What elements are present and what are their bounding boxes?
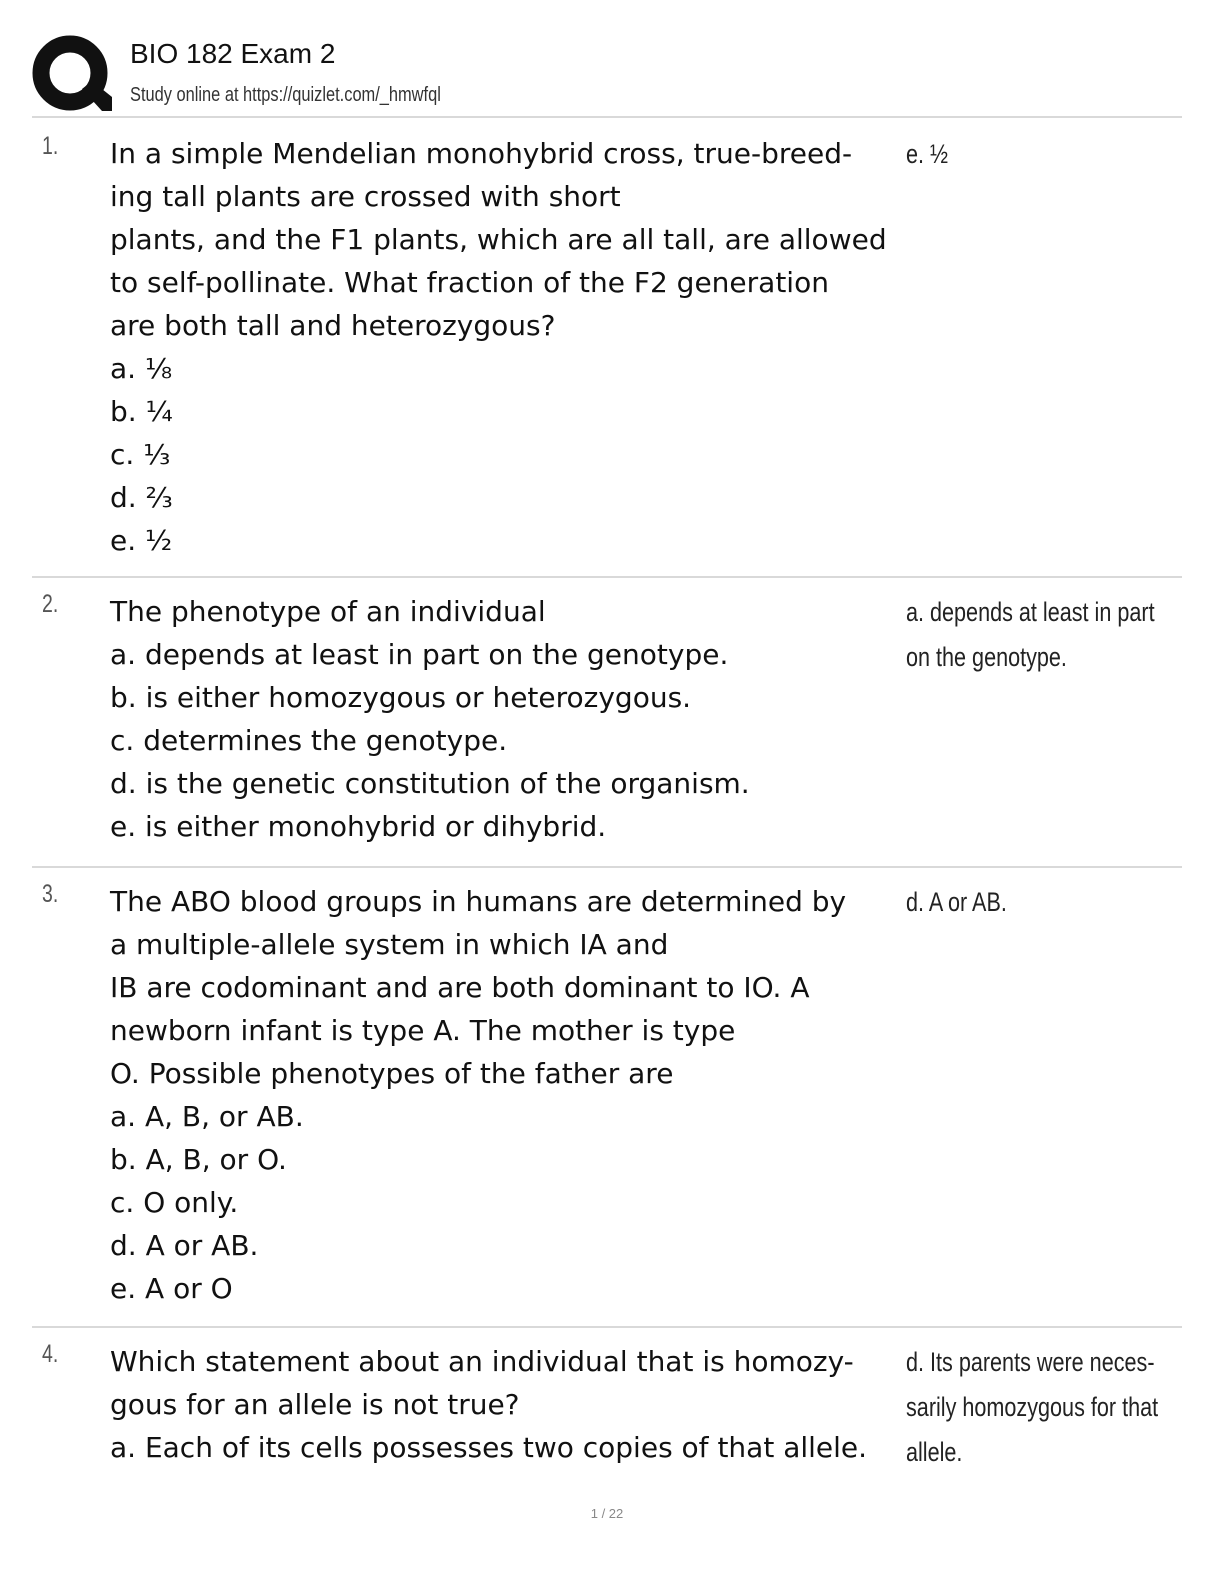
question-divider bbox=[32, 576, 1182, 578]
question-line: gous for an allele is not true? bbox=[110, 1388, 520, 1421]
question-text bbox=[110, 1340, 910, 1469]
study-online-link[interactable]: Study online at https://quizlet.com/_hmwfql bbox=[130, 84, 441, 106]
answer-option: c. O only. bbox=[110, 1186, 239, 1219]
document-header bbox=[32, 32, 1182, 116]
question-line: IB are codominant and are both dominant to IO. A bbox=[110, 971, 810, 1004]
question-line: In a simple Mendelian monohybrid cross, true-breed- bbox=[110, 137, 853, 170]
question-line: The phenotype of an individual bbox=[110, 595, 546, 628]
question-line: to self-pollinate. What fraction of the F2 generation bbox=[110, 266, 829, 299]
answer-option: b. ¼ bbox=[110, 395, 173, 428]
correct-answer bbox=[906, 1340, 1194, 1475]
answer-line: sarily homozygous for that bbox=[906, 1392, 1159, 1422]
answer-line: d. A or AB. bbox=[906, 887, 1007, 917]
answer-option: b. is either homozygous or heterozygous. bbox=[110, 681, 692, 714]
answer-option: a. ⅛ bbox=[110, 352, 173, 385]
correct-answer bbox=[906, 880, 1194, 925]
question-text bbox=[110, 880, 910, 1310]
quizlet-logo-icon bbox=[32, 35, 112, 113]
answer-option: e. A or O bbox=[110, 1272, 233, 1305]
question-line: Which statement about an individual that is homozy- bbox=[110, 1345, 854, 1378]
question-divider bbox=[32, 866, 1182, 868]
answer-option: a. Each of its cells possesses two copies of that allele. bbox=[110, 1431, 868, 1464]
question-number: 3. bbox=[42, 880, 59, 908]
correct-answer bbox=[906, 590, 1194, 680]
answer-option: d. ⅔ bbox=[110, 481, 173, 514]
question-line: ing tall plants are crossed with short bbox=[110, 180, 621, 213]
question-line: The ABO blood groups in humans are determined by bbox=[110, 885, 847, 918]
answer-line: d. Its parents were neces- bbox=[906, 1347, 1155, 1377]
answer-option: c. ⅓ bbox=[110, 438, 171, 471]
question-line: plants, and the F1 plants, which are all tall, are allowed bbox=[110, 223, 887, 256]
document-title: BIO 182 Exam 2 bbox=[130, 38, 336, 69]
answer-line: e. ½ bbox=[906, 139, 949, 169]
question-line: are both tall and heterozygous? bbox=[110, 309, 556, 342]
answer-line: on the genotype. bbox=[906, 642, 1067, 672]
question-number: 4. bbox=[42, 1340, 59, 1368]
question-line: newborn infant is type A. The mother is type bbox=[110, 1014, 736, 1047]
question-line: O. Possible phenotypes of the father are bbox=[110, 1057, 674, 1090]
answer-option: d. is the genetic constitution of the organism. bbox=[110, 767, 750, 800]
header-divider bbox=[32, 116, 1182, 118]
answer-line: a. depends at least in part bbox=[906, 597, 1155, 627]
question-text bbox=[110, 590, 910, 848]
question-divider bbox=[32, 1326, 1182, 1328]
answer-option: b. A, B, or O. bbox=[110, 1143, 287, 1176]
answer-option: e. is either monohybrid or dihybrid. bbox=[110, 810, 607, 843]
answer-option: a. A, B, or AB. bbox=[110, 1100, 304, 1133]
answer-option: d. A or AB. bbox=[110, 1229, 259, 1262]
question-number: 2. bbox=[42, 590, 59, 618]
page-number: 1 / 22 bbox=[590, 1506, 624, 1521]
correct-answer bbox=[906, 132, 1194, 177]
answer-line: allele. bbox=[906, 1437, 963, 1467]
question-line: a multiple-allele system in which IA and bbox=[110, 928, 669, 961]
answer-option: a. depends at least in part on the genotype. bbox=[110, 638, 729, 671]
question-number: 1. bbox=[42, 132, 59, 160]
answer-option: c. determines the genotype. bbox=[110, 724, 508, 757]
question-text bbox=[110, 132, 910, 562]
answer-option: e. ½ bbox=[110, 524, 173, 557]
